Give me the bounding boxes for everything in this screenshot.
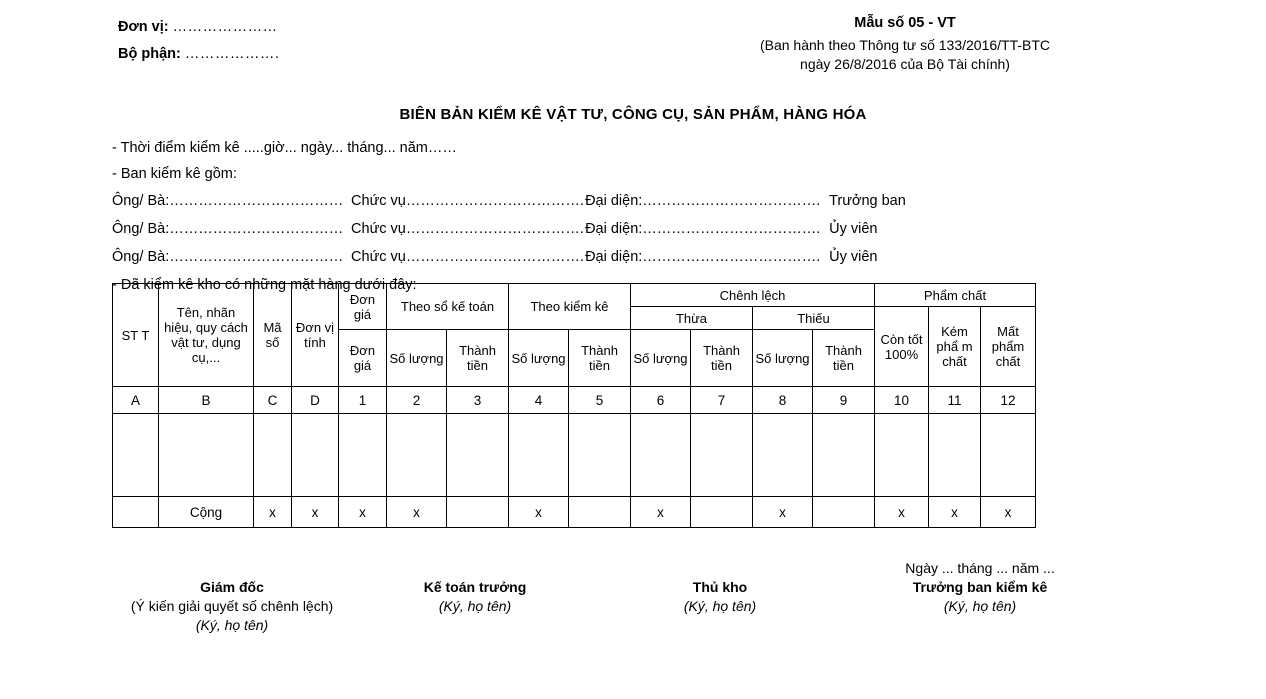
signature-chief-accountant	[355, 578, 595, 616]
member-name-field: Ông/ Bà:………………………………	[112, 249, 344, 265]
table-column-index-row	[113, 387, 1036, 414]
signature-committee-head-sign: (Ký, họ tên)	[943, 598, 1017, 614]
signature-committee-head	[830, 559, 1130, 616]
signature-chief-accountant-sign: (Ký, họ tên)	[438, 598, 512, 614]
signature-chief-accountant-title: Kế toán trưởng	[423, 579, 527, 595]
member-position-field: Chức vụ……………………………….	[351, 221, 584, 237]
member-name-field: Ông/ Bà:………………………………	[112, 193, 344, 209]
col-header-so-luong-thieu: Số lượng	[753, 330, 813, 387]
table-cell[interactable]	[875, 414, 929, 497]
col-index: 10	[875, 387, 929, 414]
col-index: 9	[813, 387, 875, 414]
group-header-chenh-lech: Chênh lệch	[631, 284, 875, 307]
col-header-thanh-tien-ketoan: Thành tiền	[447, 330, 509, 387]
table-cell[interactable]	[569, 414, 631, 497]
signature-block	[0, 556, 1266, 656]
col-index: 4	[509, 387, 569, 414]
col-index: 8	[753, 387, 813, 414]
issue-line-1: (Ban hành theo Thông tư số 133/2016/TT-BTC	[759, 37, 1051, 53]
signature-director-note: (Ý kiến giải quyết số chênh lệch)	[130, 598, 334, 614]
group-header-pham-chat: Phẩm chất	[875, 284, 1036, 307]
document-header	[0, 14, 1266, 86]
table-cell[interactable]	[753, 414, 813, 497]
pre-table-line: - Đã kiểm kê kho có những mặt hàng dưới đây:	[112, 277, 417, 293]
total-cell	[813, 497, 875, 528]
table-cell[interactable]	[981, 414, 1036, 497]
member-position-field: Chức vụ……………………………….	[351, 249, 584, 265]
issue-line-2: ngày 26/8/2016 của Bộ Tài chính)	[800, 56, 1010, 72]
unit-info-block	[118, 14, 279, 68]
col-index: 7	[691, 387, 753, 414]
table-header-row-1	[113, 284, 1036, 307]
total-cell: x	[292, 497, 339, 528]
inventory-time-line: - Thời điểm kiểm kê .....giờ... ngày... tháng... năm……	[112, 140, 457, 156]
committee-member-row	[112, 215, 1162, 243]
table-total-row	[113, 497, 1036, 528]
group-header-theo-so-ke-toan: Theo sổ kế toán	[387, 284, 509, 330]
col-header-so-luong-kiemke: Số lượng	[509, 330, 569, 387]
member-role-label: Ủy viên	[829, 221, 878, 237]
col-header-don-vi-tinh: Đơn vị tính	[292, 284, 339, 387]
signature-storekeeper	[600, 578, 840, 616]
col-index: 12	[981, 387, 1036, 414]
col-header-thanh-tien-thua: Thành tiền	[691, 330, 753, 387]
table-cell[interactable]	[387, 414, 447, 497]
table-row[interactable]	[113, 414, 1036, 497]
table-cell[interactable]	[159, 414, 254, 497]
signature-date-line: Ngày ... tháng ... năm ...	[905, 560, 1055, 576]
unit-label: Đơn vị:	[118, 19, 169, 35]
col-header-kem-pham-chat: Kém phẩ m chất	[929, 307, 981, 387]
total-cell	[569, 497, 631, 528]
col-header-ma-so: Mã số	[254, 284, 292, 387]
member-representative-field: Đại diện:……………………………….	[585, 249, 821, 265]
col-index: A	[113, 387, 159, 414]
col-header-con-tot: Còn tốt 100%	[875, 307, 929, 387]
total-cell: x	[929, 497, 981, 528]
page-title: BIÊN BẢN KIỂM KÊ VẬT TƯ, CÔNG CỤ, SẢN PHẨM, HÀNG HÓA	[399, 106, 867, 123]
table-cell[interactable]	[509, 414, 569, 497]
total-cell: x	[339, 497, 387, 528]
committee-intro-line: - Ban kiểm kê gồm:	[112, 166, 237, 182]
total-cell: x	[981, 497, 1036, 528]
department-row	[118, 41, 279, 68]
unit-row	[118, 14, 279, 41]
col-index: 6	[631, 387, 691, 414]
form-number: Mẫu số 05 - VT	[854, 15, 956, 31]
col-index: D	[292, 387, 339, 414]
col-header-stt: ST T	[113, 284, 159, 387]
form-meta-block	[690, 14, 1120, 74]
col-header-mat-pham-chat: Mất phẩm chất	[981, 307, 1036, 387]
table-cell[interactable]	[113, 414, 159, 497]
total-cell	[447, 497, 509, 528]
group-header-theo-kiem-ke: Theo kiểm kê	[509, 284, 631, 330]
total-cell: x	[387, 497, 447, 528]
table-cell[interactable]	[929, 414, 981, 497]
member-role-label: Trưởng ban	[829, 193, 906, 209]
table-cell[interactable]	[631, 414, 691, 497]
inventory-table-wrapper	[112, 283, 1036, 528]
col-header-don-gia-sub: Đơn giá	[339, 330, 387, 387]
group-header-thua: Thừa	[631, 307, 753, 330]
col-index: C	[254, 387, 292, 414]
member-name-field: Ông/ Bà:………………………………	[112, 221, 344, 237]
member-position-field: Chức vụ……………………………….	[351, 193, 584, 209]
total-cell: x	[753, 497, 813, 528]
signature-director-title: Giám đốc	[200, 579, 264, 595]
table-cell[interactable]	[447, 414, 509, 497]
document-body	[112, 135, 1162, 297]
col-header-don-gia: Đơn giá	[339, 284, 387, 330]
col-index: 11	[929, 387, 981, 414]
signature-director-sign: (Ký, họ tên)	[195, 617, 269, 633]
col-header-name: Tên, nhãn hiệu, quy cách vật tư, dụng cụ,...	[159, 284, 254, 387]
member-representative-field: Đại diện:……………………………….	[585, 193, 821, 209]
department-dots: ……………….	[184, 46, 280, 62]
inventory-table	[112, 283, 1036, 528]
unit-dots: …………………	[172, 19, 278, 35]
table-cell[interactable]	[292, 414, 339, 497]
table-cell[interactable]	[254, 414, 292, 497]
total-cell: x	[509, 497, 569, 528]
total-cell: x	[254, 497, 292, 528]
col-index: 3	[447, 387, 509, 414]
signature-storekeeper-title: Thủ kho	[692, 579, 748, 595]
committee-member-row	[112, 187, 1162, 215]
col-index: 1	[339, 387, 387, 414]
col-index: 2	[387, 387, 447, 414]
col-header-thanh-tien-thieu: Thành tiền	[813, 330, 875, 387]
col-header-thanh-tien-kiemke: Thành tiền	[569, 330, 631, 387]
total-cell: x	[631, 497, 691, 528]
table-cell[interactable]	[339, 414, 387, 497]
total-label: Cộng	[159, 497, 254, 528]
col-header-so-luong-thua: Số lượng	[631, 330, 691, 387]
table-cell[interactable]	[813, 414, 875, 497]
total-cell: x	[875, 497, 929, 528]
member-role-label: Ủy viên	[829, 249, 878, 265]
member-representative-field: Đại diện:……………………………….	[585, 221, 821, 237]
total-cell	[113, 497, 159, 528]
total-cell	[691, 497, 753, 528]
committee-member-row	[112, 243, 1162, 271]
col-header-so-luong-ketoan: Số lượng	[387, 330, 447, 387]
group-header-thieu: Thiếu	[753, 307, 875, 330]
col-index: B	[159, 387, 254, 414]
department-label: Bộ phận:	[118, 46, 181, 62]
signature-committee-head-title: Trưởng ban kiểm kê	[912, 579, 1048, 595]
col-index: 5	[569, 387, 631, 414]
table-cell[interactable]	[691, 414, 753, 497]
signature-storekeeper-sign: (Ký, họ tên)	[683, 598, 757, 614]
